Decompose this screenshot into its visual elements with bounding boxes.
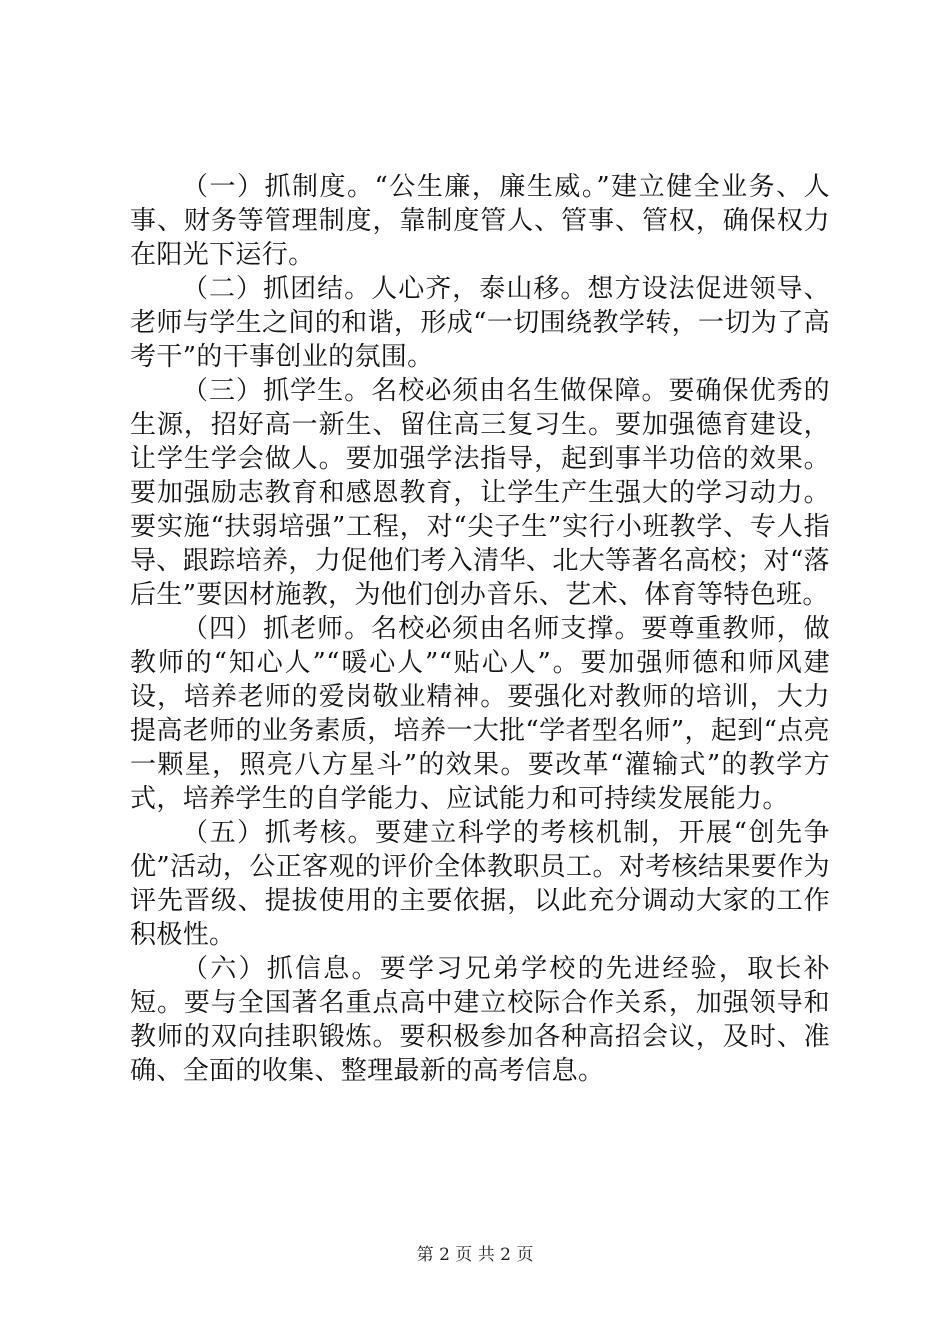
- paragraph-5: （五）抓考核。要建立科学的考核机制，开展“创先争优”活动，公正客观的评价全体教职员工。对考核结果要作为评先晋级、提拔使用的主要依据，以此充分调动大家的工作积极性。: [130, 818, 830, 950]
- paragraph-1: （一）抓制度。“公生廉，廉生威。”建立健全业务、人事、财务等管理制度，靠制度管人、管事、管权，确保权力在阳光下运行。: [130, 172, 830, 270]
- paragraph-6: （六）抓信息。要学习兄弟学校的先进经验，取长补短。要与全国著名重点高中建立校际合作关系，加强领导和教师的双向挂职锻炼。要积极参加各种高招会议，及时、准确、全面的收集、整理最新的高考信息。: [130, 954, 830, 1086]
- paragraph-4: （四）抓老师。名校必须由名师支撑。要尊重教师，做教师的“知心人”“暖心人”“贴心人”。要加强师德和师风建设，培养老师的爱岗敬业精神。要强化对教师的培训，大力提高老师的业务素质，培养一大批“学者型名师”，起到“点亮一颗星，照亮八方星斗”的效果。要改革“灌输式”的教学方式，培养学生的自学能力、应试能力和可持续发展能力。: [130, 614, 830, 814]
- paragraph-3: （三）抓学生。名校必须由名生做保障。要确保优秀的生源，招好高一新生、留住高三复习生。要加强德育建设，让学生学会做人。要加强学法指导，起到事半功倍的效果。要加强励志教育和感恩教育，让学生产生强大的学习动力。要实施“扶弱培强”工程，对“尖子生”实行小班教学、专人指导、跟踪培养，力促他们考入清华、北大等著名高校；对“落后生”要因材施教，为他们创办音乐、艺术、体育等特色班。: [130, 376, 830, 610]
- document-body: [130, 170, 830, 1088]
- paragraph-2: （二）抓团结。人心齐，泰山移。想方设法促进领导、老师与学生之间的和谐，形成“一切围绕教学转，一切为了高考干”的干事创业的氛围。: [130, 274, 830, 372]
- page-number-footer: 第 2 页 共 2 页: [416, 1245, 534, 1265]
